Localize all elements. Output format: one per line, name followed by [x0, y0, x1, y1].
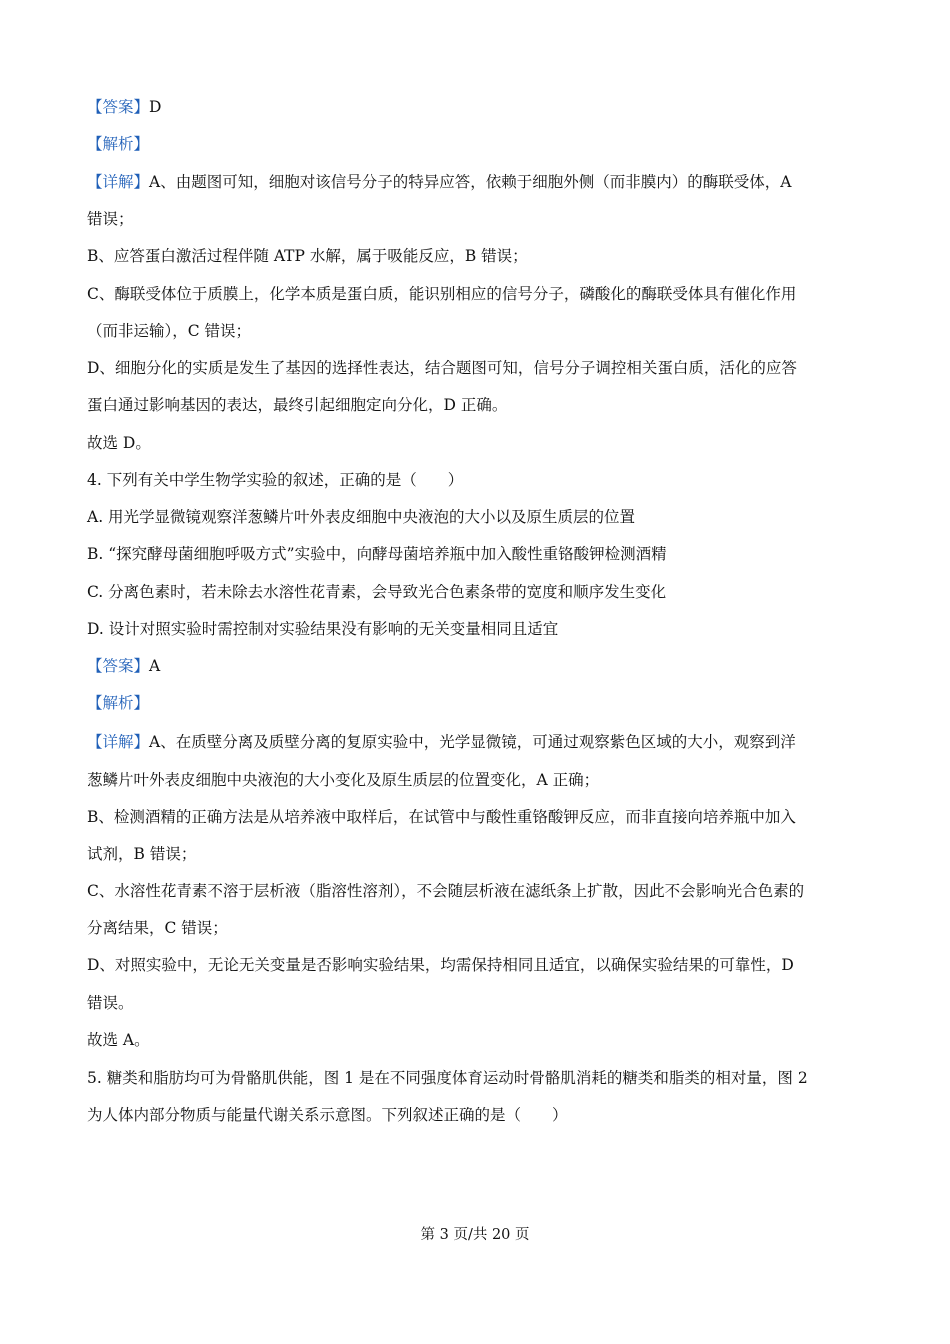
- line-text: A: [149, 657, 161, 675]
- line-text: C、水溶性花青素不溶于层析液（脂溶性溶剂），不会随层析液在滤纸条上扩散，因此不会影响光合色素的: [87, 882, 805, 900]
- text-line: [87, 954, 867, 976]
- text-line: [87, 843, 867, 865]
- line-text: 蛋白通过影响基因的表达，最终引起细胞定向分化，D 正确。: [87, 396, 508, 414]
- text-line: [87, 731, 867, 753]
- text-line: [87, 357, 867, 379]
- text-line: [87, 394, 867, 416]
- text-line: [87, 880, 867, 902]
- line-text: D、细胞分化的实质是发生了基因的选择性表达，结合题图可知，信号分子调控相关蛋白质，活化的应答: [87, 359, 797, 377]
- text-line: [87, 283, 867, 305]
- section-tag: 【详解】: [87, 173, 150, 191]
- section-tag: 【解析】: [87, 694, 150, 712]
- text-line: [87, 769, 867, 791]
- page-footer: 第 3 页/共 20 页: [420, 1227, 530, 1243]
- line-text: 葱鳞片叶外表皮细胞中央液泡的大小变化及原生质层的位置变化，A 正确；: [87, 771, 600, 789]
- section-tag: 【解析】: [87, 135, 150, 153]
- text-line: [87, 917, 867, 939]
- text-line: [87, 432, 867, 454]
- text-line: [87, 506, 867, 528]
- line-text: B、应答蛋白激活过程伴随 ATP 水解，属于吸能反应，B 错误；: [87, 247, 528, 265]
- text-line: [87, 469, 867, 491]
- text-line: [87, 1104, 867, 1126]
- text-line: [87, 692, 867, 714]
- line-text: C、酶联受体位于质膜上，化学本质是蛋白质，能识别相应的信号分子，磷酸化的酶联受体具有催化作用: [87, 285, 797, 303]
- line-text: 为人体内部分物质与能量代谢关系示意图。下列叙述正确的是（ ）: [87, 1106, 568, 1124]
- line-text: D: [149, 98, 162, 116]
- line-text: 分离结果，C 错误；: [87, 919, 228, 937]
- line-text: 故选 A。: [87, 1031, 150, 1049]
- line-text: 故选 D。: [87, 434, 151, 452]
- text-line: [87, 655, 867, 677]
- text-line: [87, 618, 867, 640]
- text-line: [87, 245, 867, 267]
- text-line: [87, 1029, 867, 1051]
- line-text: A. 用光学显微镜观察洋葱鳞片叶外表皮细胞中央液泡的大小以及原生质层的位置: [87, 508, 636, 526]
- line-text: （而非运输），C 错误；: [87, 322, 252, 340]
- text-line: [87, 171, 867, 193]
- text-line: [87, 320, 867, 342]
- line-text: B、检测酒精的正确方法是从培养液中取样后，在试管中与酸性重铬酸钾反应，而非直接向培养瓶中加入: [87, 808, 796, 826]
- text-line: [87, 806, 867, 828]
- line-text: 错误。: [87, 994, 134, 1012]
- line-text: 5. 糖类和脂肪均可为骨骼肌供能，图 1 是在不同强度体育运动时骨骼肌消耗的糖类和脂类的相对量，图 2: [87, 1069, 808, 1087]
- line-text: A、由题图可知，细胞对该信号分子的特异应答，依赖于细胞外侧（而非膜内）的酶联受体，A: [149, 173, 792, 191]
- line-text: C. 分离色素时，若未除去水溶性花青素，会导致光合色素条带的宽度和顺序发生变化: [87, 583, 667, 601]
- text-line: [87, 543, 867, 565]
- line-text: D. 设计对照实验时需控制对实验结果没有影响的无关变量相同且适宜: [87, 620, 559, 638]
- line-text: B. “探究酵母菌细胞呼吸方式”实验中，向酵母菌培养瓶中加入酸性重铬酸钾检测酒精: [87, 545, 667, 563]
- text-line: [87, 992, 867, 1014]
- text-line: [87, 133, 867, 155]
- section-tag: 【答案】: [87, 98, 150, 116]
- line-text: 4. 下列有关中学生物学实验的叙述，正确的是（ ）: [87, 471, 464, 489]
- text-line: [87, 96, 867, 118]
- line-text: 试剂，B 错误；: [87, 845, 197, 863]
- text-line: [87, 1067, 867, 1089]
- line-text: 错误；: [87, 210, 134, 228]
- text-line: [87, 581, 867, 603]
- line-text: A、在质壁分离及质壁分离的复原实验中，光学显微镜，可通过观察紫色区域的大小，观察到洋: [149, 733, 796, 751]
- section-tag: 【详解】: [87, 733, 150, 751]
- line-text: D、对照实验中，无论无关变量是否影响实验结果，均需保持相同且适宜，以确保实验结果的可靠性，D: [87, 956, 794, 974]
- text-line: [87, 208, 867, 230]
- section-tag: 【答案】: [87, 657, 150, 675]
